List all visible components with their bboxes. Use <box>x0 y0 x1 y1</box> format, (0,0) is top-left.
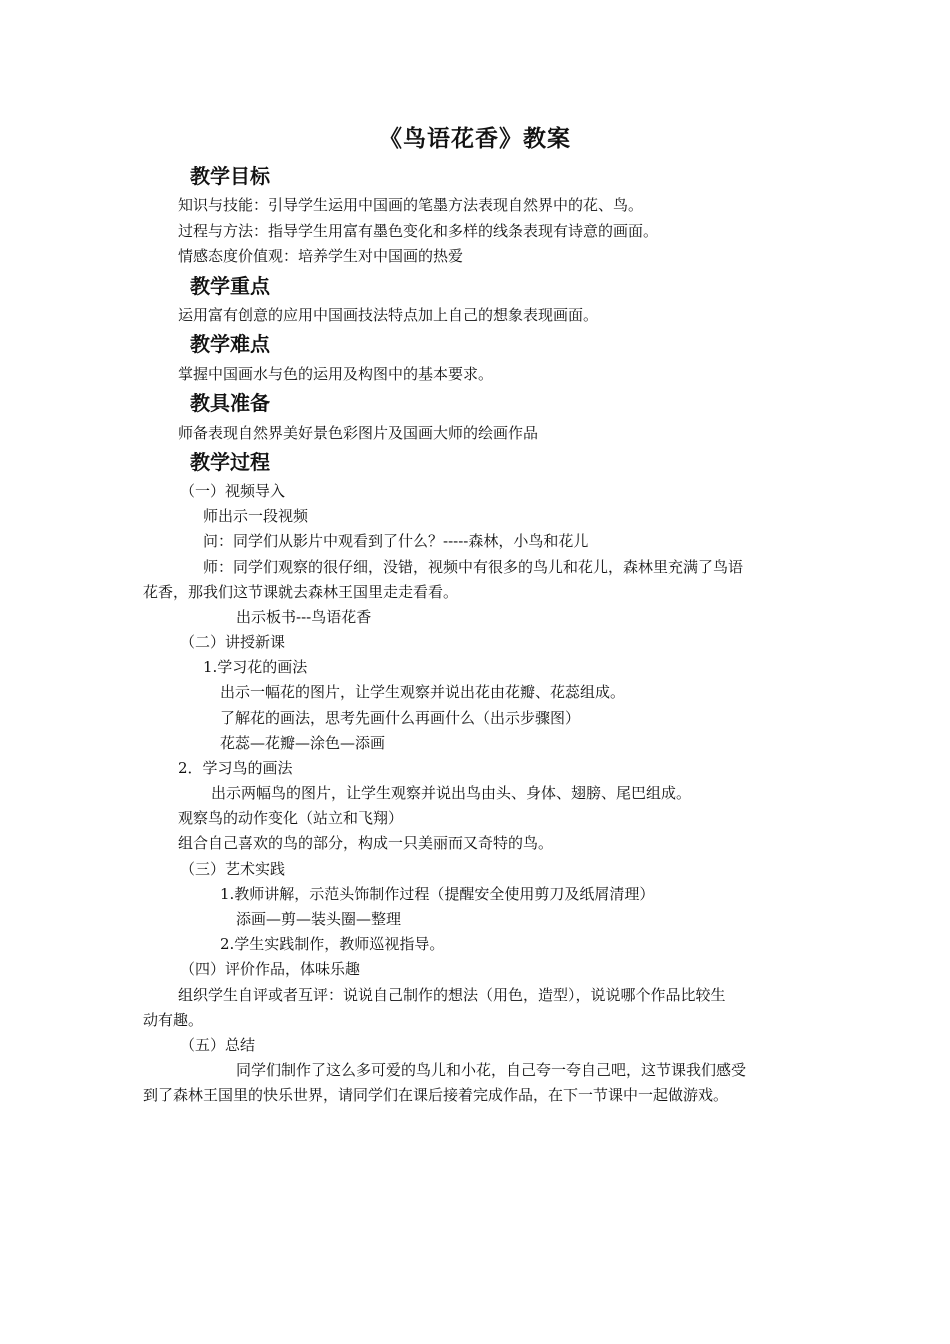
process-line: 动有趣。 <box>143 1011 204 1029</box>
process-line: 问：同学们从影片中观看到了什么？-----森林，小鸟和花儿 <box>203 532 589 550</box>
process-line: 师出示一段视频 <box>203 507 309 525</box>
process-line: 出示一幅花的图片，让学生观察并说出花由花瓣、花蕊组成。 <box>220 683 626 701</box>
process-step-heading: （四）评价作品，体味乐趣 <box>180 960 361 978</box>
process-line: 花蕊—花瓣—涂色—添画 <box>220 734 386 752</box>
heading-objectives: 教学目标 <box>190 164 270 188</box>
objective-line: 情感态度价值观：培养学生对中国画的热爱 <box>178 247 464 265</box>
process-step-heading: （五）总结 <box>180 1036 256 1054</box>
process-line: 1.教师讲解，示范头饰制作过程（提醒安全使用剪刀及纸屑清理） <box>220 885 655 903</box>
objective-line: 过程与方法：指导学生用富有墨色变化和多样的线条表现有诗意的画面。 <box>178 222 659 240</box>
process-line: 同学们制作了这么多可爱的鸟儿和小花，自己夸一夸自己吧，这节课我们感受 <box>236 1061 747 1079</box>
process-line: 出示两幅鸟的图片，让学生观察并说出鸟由头、身体、翅膀、尾巴组成。 <box>211 784 692 802</box>
heading-key-points: 教学重点 <box>190 274 270 298</box>
difficulties-text: 掌握中国画水与色的运用及构图中的基本要求。 <box>178 365 494 383</box>
process-step-heading: （二）讲授新课 <box>180 633 286 651</box>
process-line: 出示板书---鸟语花香 <box>236 608 372 626</box>
heading-difficulties: 教学难点 <box>190 332 270 356</box>
materials-text: 师备表现自然界美好景色彩图片及国画大师的绘画作品 <box>178 424 539 442</box>
process-line: 组合自己喜欢的鸟的部分，构成一只美丽而又奇特的鸟。 <box>178 834 554 852</box>
heading-materials: 教具准备 <box>190 391 270 415</box>
process-line: 花香，那我们这节课就去森林王国里走走看看。 <box>143 583 459 601</box>
process-line: 2．学习鸟的画法 <box>178 759 293 777</box>
heading-process: 教学过程 <box>190 450 270 474</box>
process-line: 师：同学们观察的很仔细，没错，视频中有很多的鸟儿和花儿，森林里充满了鸟语 <box>203 558 744 576</box>
process-line: 观察鸟的动作变化（站立和飞翔） <box>178 809 404 827</box>
document-title: 《鸟语花香》教案 <box>379 125 571 152</box>
process-line: 1.学习花的画法 <box>203 658 308 676</box>
process-line: 了解花的画法，思考先画什么再画什么（出示步骤图） <box>220 709 581 727</box>
key-points-text: 运用富有创意的应用中国画技法特点加上自己的想象表现画面。 <box>178 306 599 324</box>
process-line: 组织学生自评或者互评：说说自己制作的想法（用色，造型），说说哪个作品比较生 <box>178 986 726 1004</box>
process-line: 添画—剪—装头圈—整理 <box>236 910 402 928</box>
process-line: 到了森林王国里的快乐世界，请同学们在课后接着完成作品，在下一节课中一起做游戏。 <box>143 1086 729 1104</box>
process-step-heading: （一）视频导入 <box>180 482 286 500</box>
process-step-heading: （三）艺术实践 <box>180 860 286 878</box>
process-line: 2.学生实践制作，教师巡视指导。 <box>220 935 445 953</box>
objective-line: 知识与技能：引导学生运用中国画的笔墨方法表现自然界中的花、鸟。 <box>178 196 644 214</box>
